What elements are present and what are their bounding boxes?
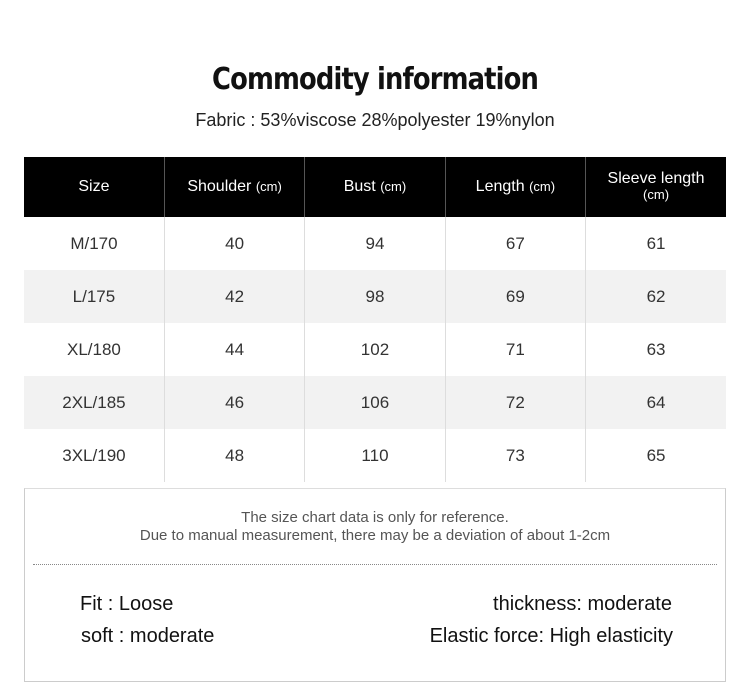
cell-bust: 94 [305,217,445,270]
col-header-label: Sleeve length [607,170,705,187]
thickness-attribute: thickness: moderate [493,593,672,615]
table-row [24,323,726,376]
col-header-label: Bust [343,178,376,195]
col-header-unit: (cm) [380,179,407,194]
col-header-bust [305,157,445,217]
cell-sleeve-length: 61 [646,233,666,253]
elastic-attribute: Elastic force: High elasticity [429,625,673,647]
cell-size: XL/180 [24,323,164,376]
deviation-note: Due to manual measurement, there may be a deviation of about 1-2cm [139,527,611,544]
cell-size: 3XL/190 [24,429,164,482]
col-header-sleeve-length [586,157,726,217]
reference-note: The size chart data is only for reference. [241,509,509,526]
cell-length: 73 [445,429,585,482]
cell-size: 2XL/185 [24,376,164,429]
fabric-composition: Fabric : 53%viscose 28%polyester 19%nylon [195,110,555,130]
col-header-length [445,157,585,217]
cell-sleeve-length: 62 [586,270,726,323]
cell-length: 67 [445,217,585,270]
col-header-unit: (cm) [255,179,282,194]
cell-shoulder: 42 [164,270,304,323]
cell-bust: 106 [305,376,445,429]
cell-size: L/175 [24,270,164,323]
col-header-unit: (cm) [529,179,556,194]
size-chart-table [24,157,726,482]
page-title: Commodity information [212,62,538,97]
fit-attribute: Fit : Loose [80,593,174,615]
softness-attribute: soft : moderate [81,625,215,647]
table-row [24,270,726,323]
cell-size: M/170 [24,217,164,270]
notes-panel [24,488,726,682]
cell-bust: 98 [305,270,445,323]
col-header-unit: (cm) [643,187,670,202]
col-header-label: Shoulder [187,178,252,195]
cell-shoulder: 46 [164,376,304,429]
cell-sleeve-length: 65 [646,445,666,465]
dotted-divider [33,564,717,565]
table-row [24,429,726,482]
cell-shoulder: 40 [164,217,304,270]
cell-bust: 102 [305,323,445,376]
table-row [24,217,726,270]
col-header-shoulder [164,157,304,217]
cell-length: 69 [445,270,585,323]
col-header-label: Size [78,178,110,195]
col-header-label: Length [475,178,525,195]
cell-bust: 110 [305,429,445,482]
cell-sleeve-length: 64 [586,376,726,429]
table-row [24,376,726,429]
cell-length: 72 [445,376,585,429]
cell-shoulder: 48 [164,429,304,482]
table-header-row [24,157,726,217]
cell-shoulder: 44 [164,323,304,376]
col-header-size [24,157,164,217]
cell-length: 71 [445,323,585,376]
cell-sleeve-length: 63 [646,339,666,359]
